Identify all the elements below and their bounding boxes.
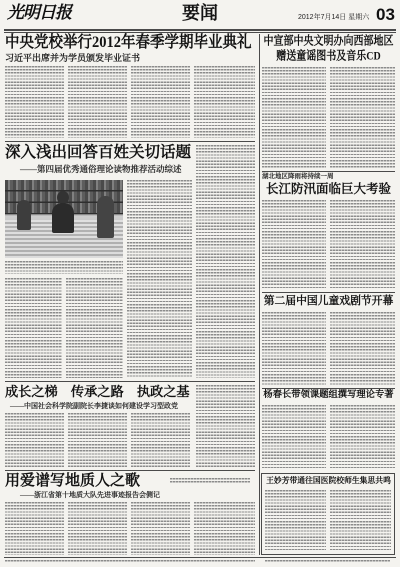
overline-yangtze-flood: 湖北地区降雨将持续一周	[262, 173, 334, 180]
issue-date: 2012年7月14日 星期六	[298, 14, 370, 21]
photo-person	[52, 203, 74, 233]
news-photo	[5, 180, 123, 258]
article-body-text	[262, 67, 326, 169]
footer-credits	[5, 560, 255, 562]
story-divider	[262, 388, 395, 389]
article-body-text	[262, 312, 326, 385]
article-body-text	[196, 145, 255, 378]
article-body-text	[68, 413, 127, 468]
footer-rule	[4, 557, 396, 558]
subheadline-party-school: 习近平出席并为学员颁发毕业证书	[5, 53, 141, 63]
masthead-rule	[4, 29, 396, 31]
headline-theory-monograph: 杨春长带领课题组撰写理论专著	[263, 390, 394, 400]
headline-party-school: 中央党校举行2012年春季学期毕业典礼	[5, 33, 252, 52]
subheadline-theory-readings: ——第四届优秀通俗理论读物推荐活动综述	[20, 164, 182, 174]
article-body-text	[330, 200, 395, 289]
article-body-text	[131, 502, 190, 555]
story-divider	[5, 381, 255, 382]
article-body-text	[66, 278, 123, 378]
article-body-text	[196, 385, 255, 468]
headline-geology-team: 用爱谱写地质人之歌	[5, 473, 141, 489]
story-divider	[5, 141, 255, 142]
photo-person	[17, 200, 31, 230]
story-divider	[262, 171, 395, 172]
photo-person	[97, 196, 114, 238]
article-body-text	[5, 413, 64, 468]
headline-children-theatre: 第二届中国儿童戏剧节开幕	[263, 295, 394, 307]
story-divider	[262, 292, 395, 293]
headline-nursery-rhymes-line2: 赠送童谣图书及音乐CD	[276, 49, 381, 63]
article-body-text	[127, 180, 192, 378]
article-body-text	[5, 278, 62, 378]
article-body-text	[194, 66, 255, 138]
article-body-text	[68, 502, 127, 555]
photo-caption	[5, 261, 123, 274]
article-body-text	[330, 67, 395, 169]
article-body-text	[194, 502, 255, 555]
subheadline-learning-party: ——中国社会科学院副院长李捷谈如何建设学习型政党	[10, 402, 178, 410]
article-body-text	[330, 312, 395, 385]
page-number: 03	[376, 5, 395, 24]
story-divider	[5, 470, 255, 471]
headline-medical-school: 王妙芳带通往国医院校师生集思共鸣	[266, 476, 391, 485]
section-title: 要闻	[182, 3, 218, 23]
newspaper-logo: 光明日报	[7, 3, 71, 22]
article-body-text	[330, 490, 391, 552]
footer-credits	[265, 560, 390, 562]
byline	[170, 478, 250, 484]
article-body-text	[265, 490, 326, 552]
article-body-text	[262, 200, 326, 289]
article-body-text	[68, 66, 127, 138]
article-body-text	[5, 66, 64, 138]
article-body-text	[262, 405, 326, 468]
column-divider	[259, 34, 260, 555]
headline-yangtze-flood: 长江防汛面临巨大考验	[265, 182, 391, 196]
headline-learning-party: 成长之梯 传承之路 执政之基	[5, 384, 190, 399]
masthead-rule-thin	[4, 32, 396, 33]
subheadline-geology-team: ——浙江省第十地质大队先进事迹报告会侧记	[20, 491, 160, 499]
article-body-text	[131, 66, 190, 138]
article-body-text	[131, 413, 190, 468]
headline-theory-readings: 深入浅出回答百姓关切话题	[5, 144, 192, 161]
article-body-text	[5, 502, 64, 555]
headline-nursery-rhymes-line1: 中宣部中央文明办向西部地区	[263, 34, 394, 48]
article-body-text	[330, 405, 395, 468]
